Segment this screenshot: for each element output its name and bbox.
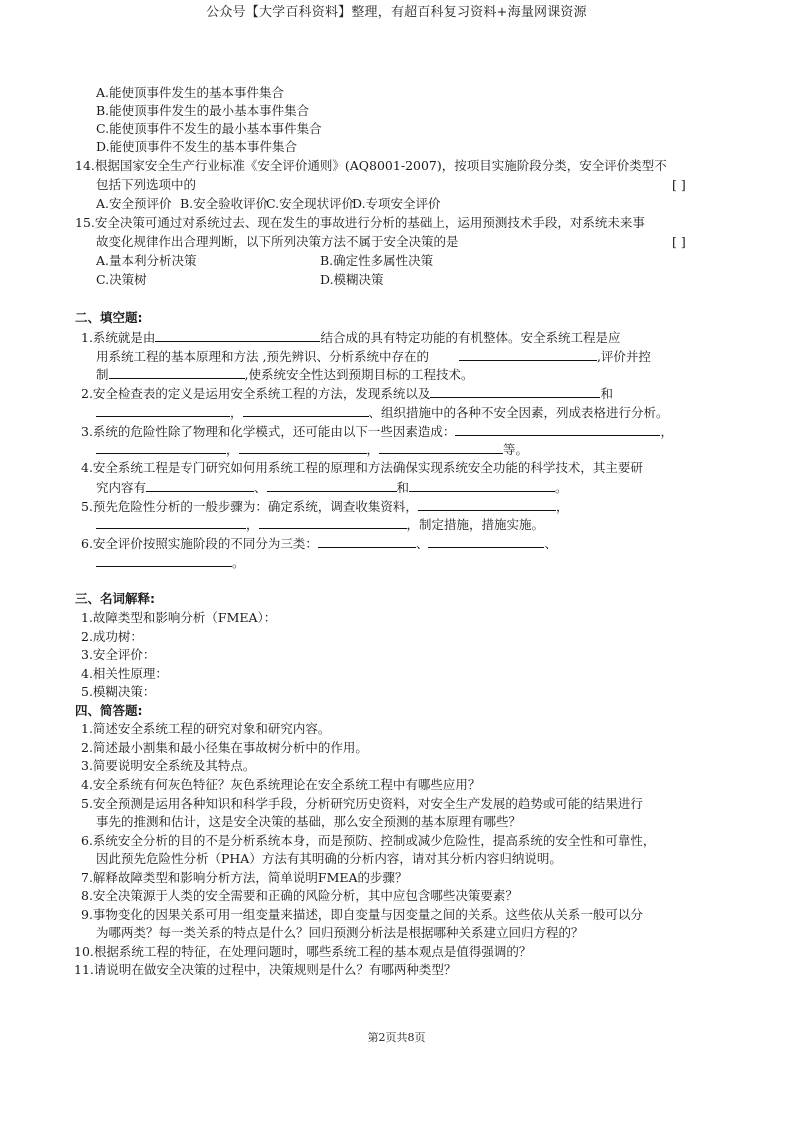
q15-answer-bracket[interactable]: [ ] [672,234,686,249]
fill-q2-text-a: 2.安全检查表的定义是运用安全系统工程的方法，发现系统以及 [81,386,431,401]
fill-q4-text-b: 究内容有 [96,480,147,495]
term-item: 2.成功树： [81,629,143,644]
fill-q3-line2 [96,440,528,458]
fill-q1-text-d: ,评价并控 [596,349,651,364]
q13-option-b: B.能使顶事件发生的最小基本事件集合 [96,103,310,118]
fill-q4-end: 。 [555,480,568,495]
short-question-continuation: 事先的推测和估计，这是安全决策的基础，那么安全预测的基本原理有哪些？ [96,814,522,829]
fill-q1-line1 [81,328,620,346]
short-question: 4.安全系统有何灰色特征？灰色系统理论在安全系统工程中有哪些应用？ [81,777,481,792]
section-terms-title: 三、名词解释: [75,591,155,606]
fill-q3-comma-1: ， [660,424,673,439]
q14-answer-bracket[interactable]: [ ] [672,177,686,192]
fill-q6-sep-2: 、 [544,536,557,551]
fill-q5-line1 [81,497,568,515]
fill-q1-text-e: 制 [96,367,109,382]
q14-option-d: D.专项安全评价 [352,196,441,211]
short-question-continuation: 因此预先危险性分析（PHA）方法有其明确的分析内容，请对其分析内容归纳说明。 [96,851,562,866]
fill-q4-blank-3[interactable] [409,478,555,492]
term-item: 4.相关性原理： [81,666,168,681]
short-question: 3.简要说明安全系统及其特点。 [81,758,256,773]
fill-q6-line1 [81,534,557,552]
q15-text-line2: 故变化规律作出合理判断，以下所列决策方法不属于安全决策的是 [96,234,459,249]
fill-q2-text-b: 和 [600,386,613,401]
q15-option-d: D.模糊决策 [320,272,384,287]
fill-q3-blank-2[interactable] [96,440,226,454]
short-question: 5.安全预测是运用各种知识和科学手段，分析研究历史资料，对安全生产发展的趋势或可能的结果进行 [81,796,643,811]
fill-q6-blank-1[interactable] [318,534,416,548]
fill-q2-line2 [96,403,669,421]
fill-q6-blank-3[interactable] [96,553,232,567]
fill-q3-end: 等。 [503,442,529,457]
fill-q1-blank-3[interactable] [109,365,245,379]
fill-q3-line1 [81,422,673,440]
page-number: 第2页共8页 [367,1031,426,1044]
term-item: 5.模糊决策： [81,684,156,699]
q15-text-line1: 15.安全决策可通过对系统过去、现在发生的事故进行分析的基础上，运用预测技术手段，对系统未来事 [75,215,645,230]
fill-q2-text-c: ， [230,405,243,420]
q14-text-line2: 包括下列选项中的 [96,177,197,192]
fill-q5-blank-2[interactable] [96,515,246,529]
fill-q1-text-c: 用系统工程的基本原理和方法 ,预先辨识、分析系统中存在的 [96,349,429,364]
fill-q4-sep-1: 、 [254,480,267,495]
short-question: 7.解释故障类型和影响分析方法，简单说明FMEA的步骤？ [81,870,408,885]
fill-q1-text-b: 结合成的具有特定功能的有机整体。安全系统工程是应 [320,330,621,345]
short-question-continuation: 为哪两类？每一类关系的特点是什么？回归预测分析法是根据哪种关系建立回归方程的？ [96,925,584,940]
fill-q1-line2 [96,347,651,365]
q15-option-b: B.确定性多属性决策 [320,253,434,268]
fill-q2-text-d: 、组织措施中的各种不安全因素，列成表格进行分析。 [368,405,669,420]
fill-q2-blank-3[interactable] [243,403,369,417]
q14-options [96,195,441,213]
q13-option-c: C.能使顶事件不发生的最小基本事件集合 [96,121,322,136]
fill-q1-text-f: ,使系统安全性达到预期目标的工程技术。 [244,367,474,382]
fill-q5-comma-1: ， [555,499,569,514]
fill-q5-line2 [96,515,544,533]
short-question: 6.系统安全分析的目的不是分析系统本身，而是预防、控制或减少危险性，提高系统的安全性和可靠性， [81,833,656,848]
q15-option-a: A.量本利分析决策 [96,253,197,268]
fill-q5-end: ，制定措施，措施实施。 [406,517,545,532]
q15-option-c: C.决策树 [96,272,147,287]
fill-q4-line1: 4.安全系统工程是专门研究如何用系统工程的原理和方法确保实现系统安全功能的科学技术，其主要研 [81,460,643,475]
fill-q3-text-a: 3.系统的危险性除了物理和化学模式，还可能由以下一些因素造成： [81,424,456,439]
fill-q6-blank-2[interactable] [428,534,544,548]
fill-q3-comma-2: ， [226,442,239,457]
fill-q2-line1 [81,384,613,402]
page-header: 公众号【大学百科资料】整理，有超百科复习资料+海量网课资源 [206,5,587,20]
fill-q2-blank-2[interactable] [96,403,230,417]
fill-q4-blank-1[interactable] [146,478,254,492]
short-question: 10.根据系统工程的特征，在处理问题时，哪些系统工程的基本观点是值得强调的？ [74,944,532,959]
q14-text-line1: 14.根据国家安全生产行业标准《安全评价通则》(AQ8001-2007)，按项目实施阶段分类，安全评价类型不 [75,158,667,173]
fill-q3-blank-1[interactable] [455,422,660,436]
fill-q1-blank-2[interactable] [459,347,597,361]
short-question: 1.简述安全系统工程的研究对象和研究内容。 [81,721,331,736]
fill-q3-blank-3[interactable] [239,440,367,454]
fill-q3-blank-4[interactable] [379,440,503,454]
q14-option-c: C.安全现状评价 [266,196,355,211]
q13-option-d: D.能使顶事件不发生的基本事件集合 [96,139,298,154]
fill-q1-blank-1[interactable] [155,328,320,342]
fill-q5-text-a: 5.预先危险性分析的一般步骤为：确定系统，调查收集资料， [81,499,418,514]
fill-q4-blank-2[interactable] [267,478,397,492]
fill-q1-text-a: 1.系统就是由 [81,330,156,345]
section-short-title: 四、简答题: [75,703,143,718]
q13-option-a: A.能使顶事件发生的基本事件集合 [96,85,285,100]
fill-q3-comma-3: ， [366,442,380,457]
short-question: 11.请说明在做安全决策的过程中，决策规则是什么？有哪两种类型？ [74,962,457,977]
fill-q6-end: 。 [232,555,245,570]
short-question: 9.事物变化的因果关系可用一组变量来描述，即自变量与因变量之间的关系。这些依从关系一般可以分 [81,907,643,922]
short-question: 8.安全决策源于人类的安全需要和正确的风险分析，其中应包含哪些决策要素？ [81,888,518,903]
fill-q4-sep-2: 和 [396,480,410,495]
fill-q5-blank-1[interactable] [418,497,556,511]
fill-q5-blank-3[interactable] [259,515,407,529]
short-question: 2.简述最小割集和最小径集在事故树分析中的作用。 [81,740,368,755]
term-item: 3.安全评价： [81,647,156,662]
fill-q1-line3 [96,365,474,383]
fill-q6-sep-1: 、 [415,536,429,551]
fill-q2-blank-1[interactable] [430,384,600,398]
fill-q6-line2 [96,553,245,571]
term-item: 1.故障类型和影响分析（FMEA）： [81,610,277,625]
fill-q4-line2 [96,478,568,496]
q14-option-b: B.安全验收评价 [180,196,269,211]
q14-option-a: A.安全预评价 [96,196,172,211]
fill-q5-comma-2: ， [246,517,259,532]
fill-q6-text-a: 6.安全评价按照实施阶段的不同分为三类： [81,536,318,551]
section-fill-title: 二、填空题: [75,310,143,325]
